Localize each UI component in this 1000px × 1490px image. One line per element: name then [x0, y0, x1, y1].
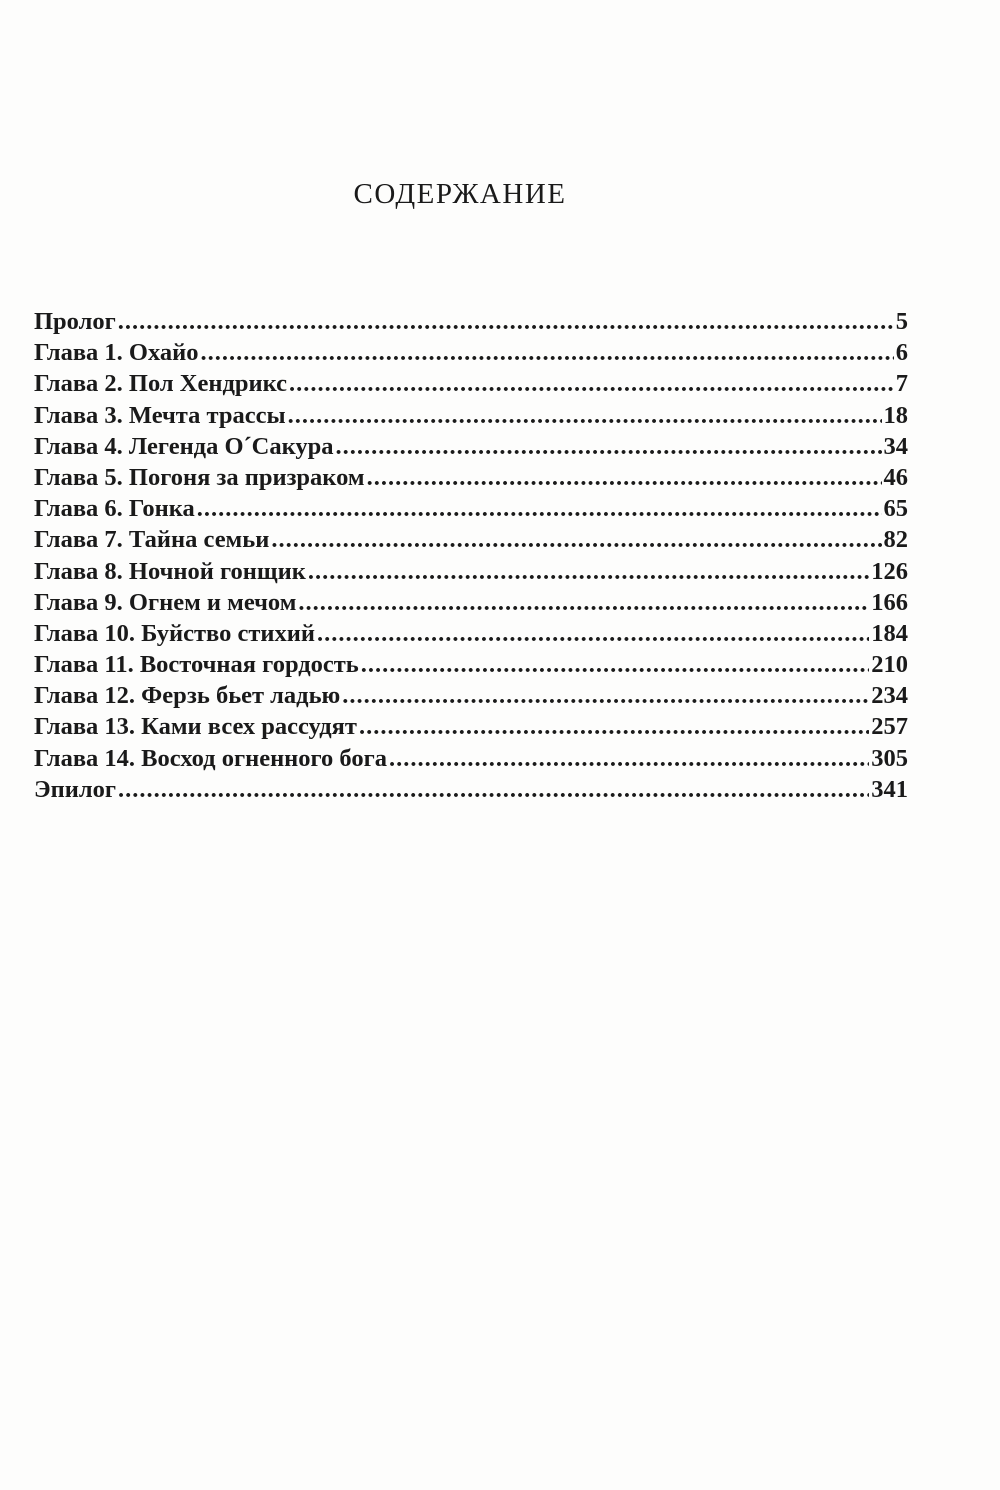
toc-entry-page: 18 — [883, 401, 908, 429]
toc-entry-page: 6 — [895, 339, 908, 367]
toc-entry — [34, 743, 908, 774]
toc-dot-leader — [271, 524, 881, 555]
toc-entry-label: Глава 5. Погоня за призраком — [34, 463, 365, 491]
toc-entry — [34, 556, 908, 587]
toc-dot-leader — [317, 618, 869, 649]
toc-entry-page: 166 — [871, 588, 908, 616]
toc-dot-leader — [361, 649, 869, 680]
toc-entry — [34, 618, 908, 649]
toc-entry-label: Глава 2. Пол Хендрикс — [34, 370, 287, 398]
toc-entry-page: 184 — [871, 619, 908, 647]
toc-entry-label: Глава 10. Буйство стихий — [34, 619, 315, 647]
toc-dot-leader — [389, 743, 869, 774]
toc-entry-label: Глава 13. Ками всех рассудят — [34, 713, 357, 741]
toc-entry-page: 210 — [871, 651, 908, 679]
toc-entry-page: 234 — [871, 682, 908, 710]
toc-entry — [34, 462, 908, 493]
toc-dot-leader — [118, 306, 894, 337]
toc-entry-page: 341 — [871, 775, 908, 803]
toc-entry — [34, 649, 908, 680]
toc-entry — [34, 524, 908, 555]
toc-dot-leader — [298, 587, 869, 618]
toc-entry-page: 5 — [895, 308, 908, 335]
toc-entry-label: Глава 14. Восход огненного бога — [34, 744, 387, 772]
toc-entry — [34, 306, 908, 337]
toc-entry — [34, 368, 908, 399]
toc-entry — [34, 337, 908, 368]
toc-entry-label: Глава 8. Ночной гонщик — [34, 557, 306, 585]
toc-entry-page: 126 — [871, 557, 908, 585]
toc-dot-leader — [308, 556, 869, 587]
toc-dot-leader — [342, 680, 869, 711]
toc-entry — [34, 774, 908, 805]
toc-entry-label: Глава 4. Легенда О´Сакура — [34, 432, 334, 460]
toc-dot-leader — [118, 774, 869, 805]
toc-entry — [34, 400, 908, 431]
toc-entry-label: Глава 3. Мечта трассы — [34, 401, 286, 429]
toc-title: СОДЕРЖАНИЕ — [353, 178, 567, 210]
toc-dot-leader — [201, 337, 894, 368]
toc-entry-page: 305 — [871, 744, 908, 772]
toc-entry-page: 257 — [871, 713, 908, 741]
toc-dot-leader — [367, 462, 882, 493]
toc-entry-label: Пролог — [34, 308, 116, 335]
toc-entry — [34, 711, 908, 742]
toc-entry-label: Глава 6. Гонка — [34, 495, 195, 523]
toc-dot-leader — [289, 368, 894, 399]
toc-dot-leader — [197, 493, 882, 524]
toc-entry-label: Глава 7. Тайна семьи — [34, 526, 270, 554]
toc-entry-page: 7 — [895, 370, 908, 398]
toc-entry-label: Глава 9. Огнем и мечом — [34, 588, 297, 616]
toc-entry-page: 65 — [883, 495, 908, 523]
toc-entry — [34, 431, 908, 462]
toc-entry — [34, 493, 908, 524]
toc-entry-label: Глава 12. Ферзь бьет ладью — [34, 682, 341, 710]
toc-entry-page: 34 — [883, 432, 908, 460]
toc-entry-label: Глава 1. Охайо — [34, 339, 199, 367]
toc-list — [34, 306, 908, 805]
toc-entry-label: Эпилог — [34, 775, 116, 803]
toc-entry — [34, 587, 908, 618]
toc-entry — [34, 680, 908, 711]
toc-dot-leader — [288, 400, 882, 431]
toc-dot-leader — [359, 711, 869, 742]
toc-entry-label: Глава 11. Восточная гордость — [34, 651, 359, 679]
toc-entry-page: 82 — [883, 526, 908, 554]
toc-entry-page: 46 — [883, 463, 908, 491]
toc-dot-leader — [336, 431, 882, 462]
